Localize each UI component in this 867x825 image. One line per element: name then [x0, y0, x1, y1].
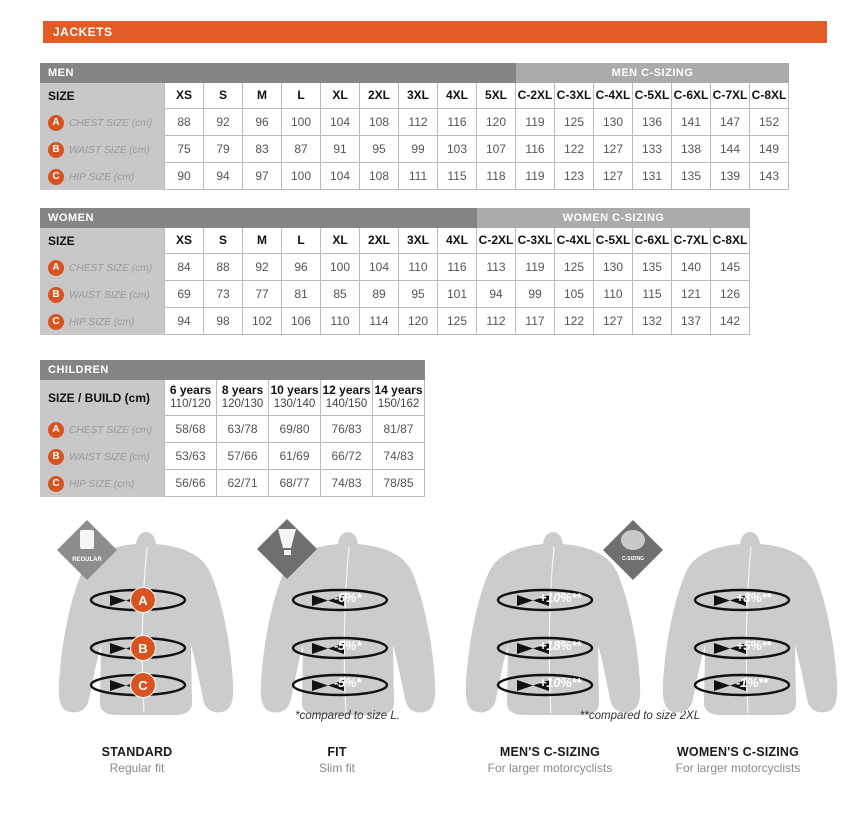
size-value-cell: 152	[750, 109, 789, 136]
column-header: 2XL	[360, 228, 399, 254]
size-value-cell: 137	[672, 308, 711, 335]
column-header: C-7XL	[711, 83, 750, 109]
hip-measure-band	[88, 673, 188, 697]
size-value-cell: 116	[438, 109, 477, 136]
size-value-cell: 112	[477, 308, 516, 335]
size-value-cell: 85	[321, 281, 360, 308]
table-grid	[40, 228, 750, 335]
hip-measure-band	[290, 673, 390, 697]
chest-delta-label: +8%**	[736, 590, 771, 605]
caption-subtitle: For larger motorcyclists	[675, 761, 801, 775]
measure-label: WAIST SIZE (cm)	[69, 450, 150, 463]
measure-label: WAIST SIZE (cm)	[69, 143, 150, 156]
caption-subtitle: Slim fit	[319, 761, 355, 775]
column-header: S	[204, 228, 243, 254]
measure-letter-badge: B	[48, 449, 64, 465]
size-value-cell: 94	[204, 163, 243, 190]
measure-label: CHEST SIZE (cm)	[69, 261, 153, 274]
caption-subtitle: Regular fit	[109, 761, 165, 775]
caption-title: WOMEN'S C-SIZING	[676, 745, 800, 759]
size-value-cell: 119	[516, 163, 555, 190]
chest-delta-label: -6%*	[334, 590, 361, 605]
size-value-cell: 74/83	[373, 443, 425, 470]
figure-standard-fit	[48, 515, 243, 745]
size-value-cell: 126	[711, 281, 750, 308]
size-value-cell: 73	[204, 281, 243, 308]
size-value-cell: 143	[750, 163, 789, 190]
measure-label: CHEST SIZE (cm)	[69, 423, 153, 436]
column-header: C-6XL	[672, 83, 711, 109]
size-value-cell: 98	[204, 308, 243, 335]
size-value-cell: 135	[633, 254, 672, 281]
size-value-cell: 74/83	[321, 470, 373, 497]
size-value-cell: 53/63	[165, 443, 217, 470]
size-value-cell: 107	[477, 136, 516, 163]
column-header: C-3XL	[555, 83, 594, 109]
size-value-cell: 91	[321, 136, 360, 163]
size-value-cell: 81	[282, 281, 321, 308]
column-header: C-2XL	[477, 228, 516, 254]
measure-label: HIP SIZE (cm)	[69, 315, 135, 328]
size-value-cell: 141	[672, 109, 711, 136]
csizing-header: WOMEN C-SIZING	[477, 208, 750, 228]
size-value-cell: 87	[282, 136, 321, 163]
waist-measure-band	[88, 636, 188, 660]
size-value-cell: 102	[243, 308, 282, 335]
size-value-cell: 94	[165, 308, 204, 335]
badge-label: REGULAR	[72, 557, 102, 563]
figure-slim-fit	[250, 515, 445, 745]
measure-letter-badge: C	[48, 476, 64, 492]
column-header: 10 years 130/140	[269, 380, 321, 416]
column-header: 6 years 110/120	[165, 380, 217, 416]
column-header: 14 years 150/162	[373, 380, 425, 416]
size-value-cell: 125	[438, 308, 477, 335]
size-value-cell: 121	[672, 281, 711, 308]
size-value-cell: 110	[321, 308, 360, 335]
size-value-cell: 127	[594, 136, 633, 163]
size-value-cell: 92	[204, 109, 243, 136]
size-value-cell: 114	[360, 308, 399, 335]
column-header: 3XL	[399, 83, 438, 109]
measure-letter-badge: A	[48, 422, 64, 438]
measure-label-cell	[40, 470, 165, 497]
measure-letter-a: A	[130, 587, 156, 613]
column-header: 4XL	[438, 228, 477, 254]
column-header: C-6XL	[633, 228, 672, 254]
size-value-cell: 95	[360, 136, 399, 163]
size-value-cell: 58/68	[165, 416, 217, 443]
size-value-cell: 145	[711, 254, 750, 281]
size-value-cell: 84	[165, 254, 204, 281]
caption-womens-csizing	[638, 745, 838, 775]
size-label-cell: SIZE	[40, 83, 165, 109]
size-value-cell: 119	[516, 109, 555, 136]
hip-delta-label: -1%**	[736, 675, 768, 690]
measure-label: WAIST SIZE (cm)	[69, 288, 150, 301]
csizing-header: MEN C-SIZING	[516, 63, 789, 83]
size-value-cell: 96	[243, 109, 282, 136]
column-header: 3XL	[399, 228, 438, 254]
column-header: XS	[165, 228, 204, 254]
size-value-cell: 117	[516, 308, 555, 335]
size-value-cell: 104	[360, 254, 399, 281]
measure-label-cell	[40, 163, 165, 190]
column-header: 5XL	[477, 83, 516, 109]
size-value-cell: 77	[243, 281, 282, 308]
size-value-cell: 104	[321, 163, 360, 190]
figure-mens-csizing	[455, 515, 701, 745]
size-value-cell: 140	[672, 254, 711, 281]
size-value-cell: 62/71	[217, 470, 269, 497]
size-value-cell: 139	[711, 163, 750, 190]
measure-label-cell	[40, 109, 165, 136]
size-value-cell: 132	[633, 308, 672, 335]
size-value-cell: 88	[165, 109, 204, 136]
column-header: C-2XL	[516, 83, 555, 109]
size-value-cell: 100	[282, 109, 321, 136]
measure-label-cell	[40, 281, 165, 308]
children-size-table	[40, 360, 425, 497]
size-value-cell: 118	[477, 163, 516, 190]
size-label-cell: SIZE / BUILD (cm)	[40, 380, 165, 416]
caption-title: MEN'S C-SIZING	[499, 745, 601, 759]
size-value-cell: 81/87	[373, 416, 425, 443]
size-value-cell: 120	[477, 109, 516, 136]
size-value-cell: 68/77	[269, 470, 321, 497]
size-value-cell: 92	[243, 254, 282, 281]
slim-fit-icon	[255, 517, 319, 581]
column-header: C-4XL	[555, 228, 594, 254]
size-value-cell: 115	[438, 163, 477, 190]
size-value-cell: 110	[594, 281, 633, 308]
men-size-table	[40, 63, 789, 190]
size-value-cell: 100	[282, 163, 321, 190]
size-value-cell: 125	[555, 109, 594, 136]
size-value-cell: 103	[438, 136, 477, 163]
size-value-cell: 130	[594, 254, 633, 281]
table-grid	[40, 380, 425, 497]
size-value-cell: 144	[711, 136, 750, 163]
size-value-cell: 69/80	[269, 416, 321, 443]
size-value-cell: 57/66	[217, 443, 269, 470]
column-header: C-5XL	[594, 228, 633, 254]
size-value-cell: 136	[633, 109, 672, 136]
chest-measure-band	[88, 588, 188, 612]
waist-measure-band	[692, 636, 792, 660]
table-grid	[40, 83, 789, 190]
footnote-size-l: *compared to size L.	[295, 710, 400, 722]
size-value-cell: 131	[633, 163, 672, 190]
badge-label: C-SIZING	[622, 556, 644, 562]
column-header: XL	[321, 228, 360, 254]
size-value-cell: 108	[360, 109, 399, 136]
table-title: WOMEN	[48, 212, 94, 224]
caption-subtitle: For larger motorcyclists	[487, 761, 613, 775]
size-value-cell: 133	[633, 136, 672, 163]
size-value-cell: 113	[477, 254, 516, 281]
column-header: C-8XL	[750, 83, 789, 109]
column-header: XL	[321, 83, 360, 109]
footnote-size-2xl: **compared to size 2XL	[579, 710, 701, 722]
size-value-cell: 106	[282, 308, 321, 335]
column-header: C-7XL	[672, 228, 711, 254]
column-header: 4XL	[438, 83, 477, 109]
measure-label: HIP SIZE (cm)	[69, 477, 135, 490]
size-value-cell: 130	[594, 109, 633, 136]
size-value-cell: 90	[165, 163, 204, 190]
measure-label-cell	[40, 416, 165, 443]
hip-delta-label: -5%*	[334, 675, 361, 690]
size-value-cell: 112	[399, 109, 438, 136]
size-value-cell: 125	[555, 254, 594, 281]
size-value-cell: 88	[204, 254, 243, 281]
table-header-bar	[40, 63, 789, 83]
size-value-cell: 142	[711, 308, 750, 335]
measure-letter-badge: C	[48, 169, 64, 185]
column-header: M	[243, 83, 282, 109]
chest-measure-band	[290, 588, 390, 612]
column-header: XS	[165, 83, 204, 109]
size-value-cell: 56/66	[165, 470, 217, 497]
size-value-cell: 122	[555, 136, 594, 163]
size-value-cell: 147	[711, 109, 750, 136]
size-value-cell: 111	[399, 163, 438, 190]
size-value-cell: 97	[243, 163, 282, 190]
size-value-cell: 116	[438, 254, 477, 281]
caption-title: STANDARD	[101, 745, 173, 759]
size-value-cell: 108	[360, 163, 399, 190]
size-value-cell: 127	[594, 163, 633, 190]
column-header: 12 years 140/150	[321, 380, 373, 416]
caption-standard	[37, 745, 237, 775]
column-header: C-4XL	[594, 83, 633, 109]
size-value-cell: 104	[321, 109, 360, 136]
measure-label-cell	[40, 136, 165, 163]
hip-delta-label: +10%**	[539, 675, 581, 690]
measure-letter-b: B	[130, 635, 156, 661]
size-value-cell: 79	[204, 136, 243, 163]
size-value-cell: 94	[477, 281, 516, 308]
hip-measure-band	[495, 673, 595, 697]
column-header: C-5XL	[633, 83, 672, 109]
size-value-cell: 99	[399, 136, 438, 163]
size-value-cell: 127	[594, 308, 633, 335]
size-value-cell: 61/69	[269, 443, 321, 470]
size-value-cell: 135	[672, 163, 711, 190]
size-value-cell: 89	[360, 281, 399, 308]
regular-fit-icon	[55, 518, 119, 582]
waist-delta-label: +5%**	[736, 638, 771, 653]
table-header-bar	[40, 360, 425, 380]
measure-label-cell	[40, 254, 165, 281]
chest-delta-label: +10%**	[539, 590, 581, 605]
waist-delta-label: -5%*	[334, 638, 361, 653]
size-value-cell: 149	[750, 136, 789, 163]
column-header: 8 years 120/130	[217, 380, 269, 416]
page-title: JACKETS	[43, 21, 827, 43]
size-value-cell: 66/72	[321, 443, 373, 470]
column-header: 2XL	[360, 83, 399, 109]
measure-letter-badge: A	[48, 115, 64, 131]
measure-label-cell	[40, 308, 165, 335]
size-value-cell: 99	[516, 281, 555, 308]
chest-measure-band	[692, 588, 792, 612]
women-size-table	[40, 208, 750, 335]
size-value-cell: 76/83	[321, 416, 373, 443]
measure-letter-c: C	[130, 672, 156, 698]
caption-fit	[237, 745, 437, 775]
size-value-cell: 116	[516, 136, 555, 163]
size-value-cell: 75	[165, 136, 204, 163]
size-value-cell: 69	[165, 281, 204, 308]
size-value-cell: 110	[399, 254, 438, 281]
size-label-cell: SIZE	[40, 228, 165, 254]
column-header: C-3XL	[516, 228, 555, 254]
size-value-cell: 63/78	[217, 416, 269, 443]
waist-measure-band	[290, 636, 390, 660]
measure-label: CHEST SIZE (cm)	[69, 116, 153, 129]
column-header: S	[204, 83, 243, 109]
size-value-cell: 105	[555, 281, 594, 308]
measure-label-cell	[40, 443, 165, 470]
size-value-cell: 83	[243, 136, 282, 163]
size-value-cell: 78/85	[373, 470, 425, 497]
caption-mens-csizing	[450, 745, 650, 775]
measure-letter-badge: B	[48, 287, 64, 303]
chest-measure-band	[495, 588, 595, 612]
size-value-cell: 115	[633, 281, 672, 308]
measure-letter-badge: A	[48, 260, 64, 276]
table-header-bar	[40, 208, 750, 228]
column-header: M	[243, 228, 282, 254]
waist-measure-band	[495, 636, 595, 660]
size-value-cell: 138	[672, 136, 711, 163]
hip-measure-band	[692, 673, 792, 697]
column-header: C-8XL	[711, 228, 750, 254]
size-value-cell: 122	[555, 308, 594, 335]
table-title: MEN	[48, 67, 74, 79]
measure-letter-badge: B	[48, 142, 64, 158]
table-title: CHILDREN	[48, 364, 109, 376]
waist-delta-label: +18%**	[539, 638, 581, 653]
size-value-cell: 96	[282, 254, 321, 281]
size-value-cell: 120	[399, 308, 438, 335]
measure-letter-badge: C	[48, 314, 64, 330]
measure-label: HIP SIZE (cm)	[69, 170, 135, 183]
figure-womens-csizing	[652, 515, 847, 745]
size-value-cell: 100	[321, 254, 360, 281]
size-value-cell: 123	[555, 163, 594, 190]
size-value-cell: 101	[438, 281, 477, 308]
size-value-cell: 119	[516, 254, 555, 281]
column-header: L	[282, 83, 321, 109]
size-value-cell: 95	[399, 281, 438, 308]
column-header: L	[282, 228, 321, 254]
caption-title: FIT	[327, 745, 347, 759]
